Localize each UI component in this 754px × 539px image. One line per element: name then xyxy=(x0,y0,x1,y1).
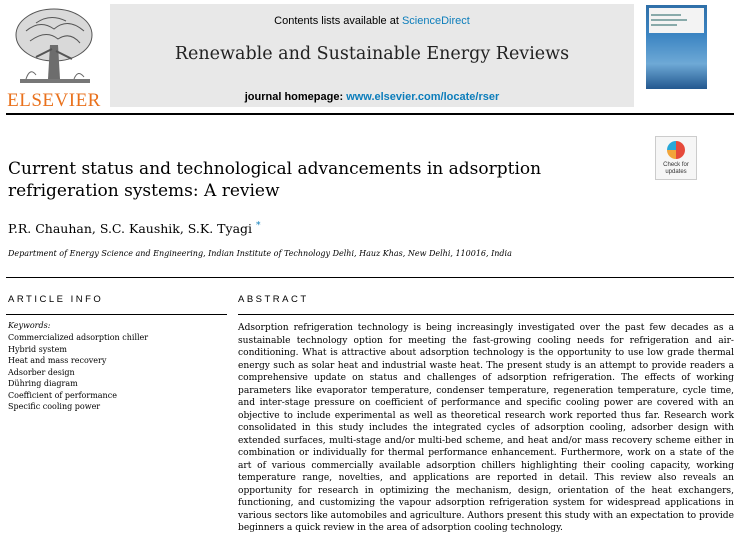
keyword-item: Commercialized adsorption chiller xyxy=(8,333,149,342)
sciencedirect-link[interactable]: ScienceDirect xyxy=(401,15,470,27)
homepage-line xyxy=(110,91,634,103)
journal-title: Renewable and Sustainable Energy Reviews xyxy=(174,44,570,64)
article-title: Current status and technological advancements in adsorption refrigeration systems: A review xyxy=(8,159,542,201)
publisher-name: ELSEVIER xyxy=(7,90,101,111)
cover-line xyxy=(651,24,677,26)
keyword-item: Coefficient of performance xyxy=(8,390,117,400)
keyword-list xyxy=(8,332,148,413)
affiliation: Department of Energy Science and Engineering, Indian Institute of Technology Delhi, Hauz Khas, New Delhi, 110016, India xyxy=(8,249,512,258)
author-list xyxy=(8,221,261,236)
contents-prefix: Contents lists available at xyxy=(274,15,402,27)
keyword-item: Heat and mass recovery xyxy=(8,356,107,365)
article-info-heading: ARTICLE INFO xyxy=(8,294,104,305)
authors-text: P.R. Chauhan, S.C. Kaushik, S.K. Tyagi xyxy=(8,221,253,237)
abstract-heading: ABSTRACT xyxy=(238,294,309,305)
keywords-label: Keywords: xyxy=(8,321,51,330)
header-divider xyxy=(6,113,734,115)
keyword-item: Adsorber design xyxy=(8,367,75,377)
homepage-prefix: journal homepage: xyxy=(244,91,347,103)
journal-homepage-link[interactable]: www.elsevier.com/locate/rser xyxy=(346,91,500,103)
contents-line xyxy=(110,15,634,27)
keyword-item: Specific cooling power xyxy=(8,402,101,411)
journal-cover-image xyxy=(646,5,707,89)
cover-line xyxy=(651,14,681,16)
abstract-text: Adsorption refrigeration technology is being increasingly investigated over the past few decades as a sustainable technology option for meeting the fast-growing cooling needs for refrigeration and air-conditioning. What is attractive about adsorption technology is the opportunity to use low grade thermal energy such as solar heat and industrial waste heat. The present study is an attempt to provide readers a comprehensive update on status and challenges of adsorption refrigeration. The effects of working parameters like evaporator temperature, condenser temperature, regeneration temperature, cycle time, and inter-stage pressure on coefficient of performance and specific cooling power are covered with an objective to include experimental as well as theoretical research work reported thus far. Research work consolidated in this study includes the integrated cycles of adsorption cooling, adsorber design with extended surfaces, multi-stage and/or multi-bed scheme, and heat and/or mass recovery scheme either in combination or individually for thermal performance enhancement. Furthermore, work on a state of the art of various commercially available adsorption chillers highlighting their cooling capacity, working temperature range, novelties, and applications are reported in detail. This review also reveals an opportunity for research in optimizing the mechanism, design, orientation of the heat exchangers, functioning, and customizing the vapour adsorption refrigeration system for widespread applications in various sectors like automobiles and agriculture. Authors present this study with an expectation to provide beginners a quick review in the area of adsorption cooling technology. xyxy=(238,323,734,533)
corresponding-author-mark[interactable]: * xyxy=(256,221,261,231)
section-divider xyxy=(6,277,734,278)
cover-line xyxy=(651,19,687,21)
check-updates-label: Check for updates xyxy=(663,162,689,175)
check-updates-icon xyxy=(667,141,685,159)
check-for-updates-button[interactable] xyxy=(655,136,697,180)
abstract-rule xyxy=(238,314,734,315)
keyword-item: Hybrid system xyxy=(8,344,67,354)
article-info-rule xyxy=(6,314,227,315)
keyword-item: Dühring diagram xyxy=(8,379,78,388)
